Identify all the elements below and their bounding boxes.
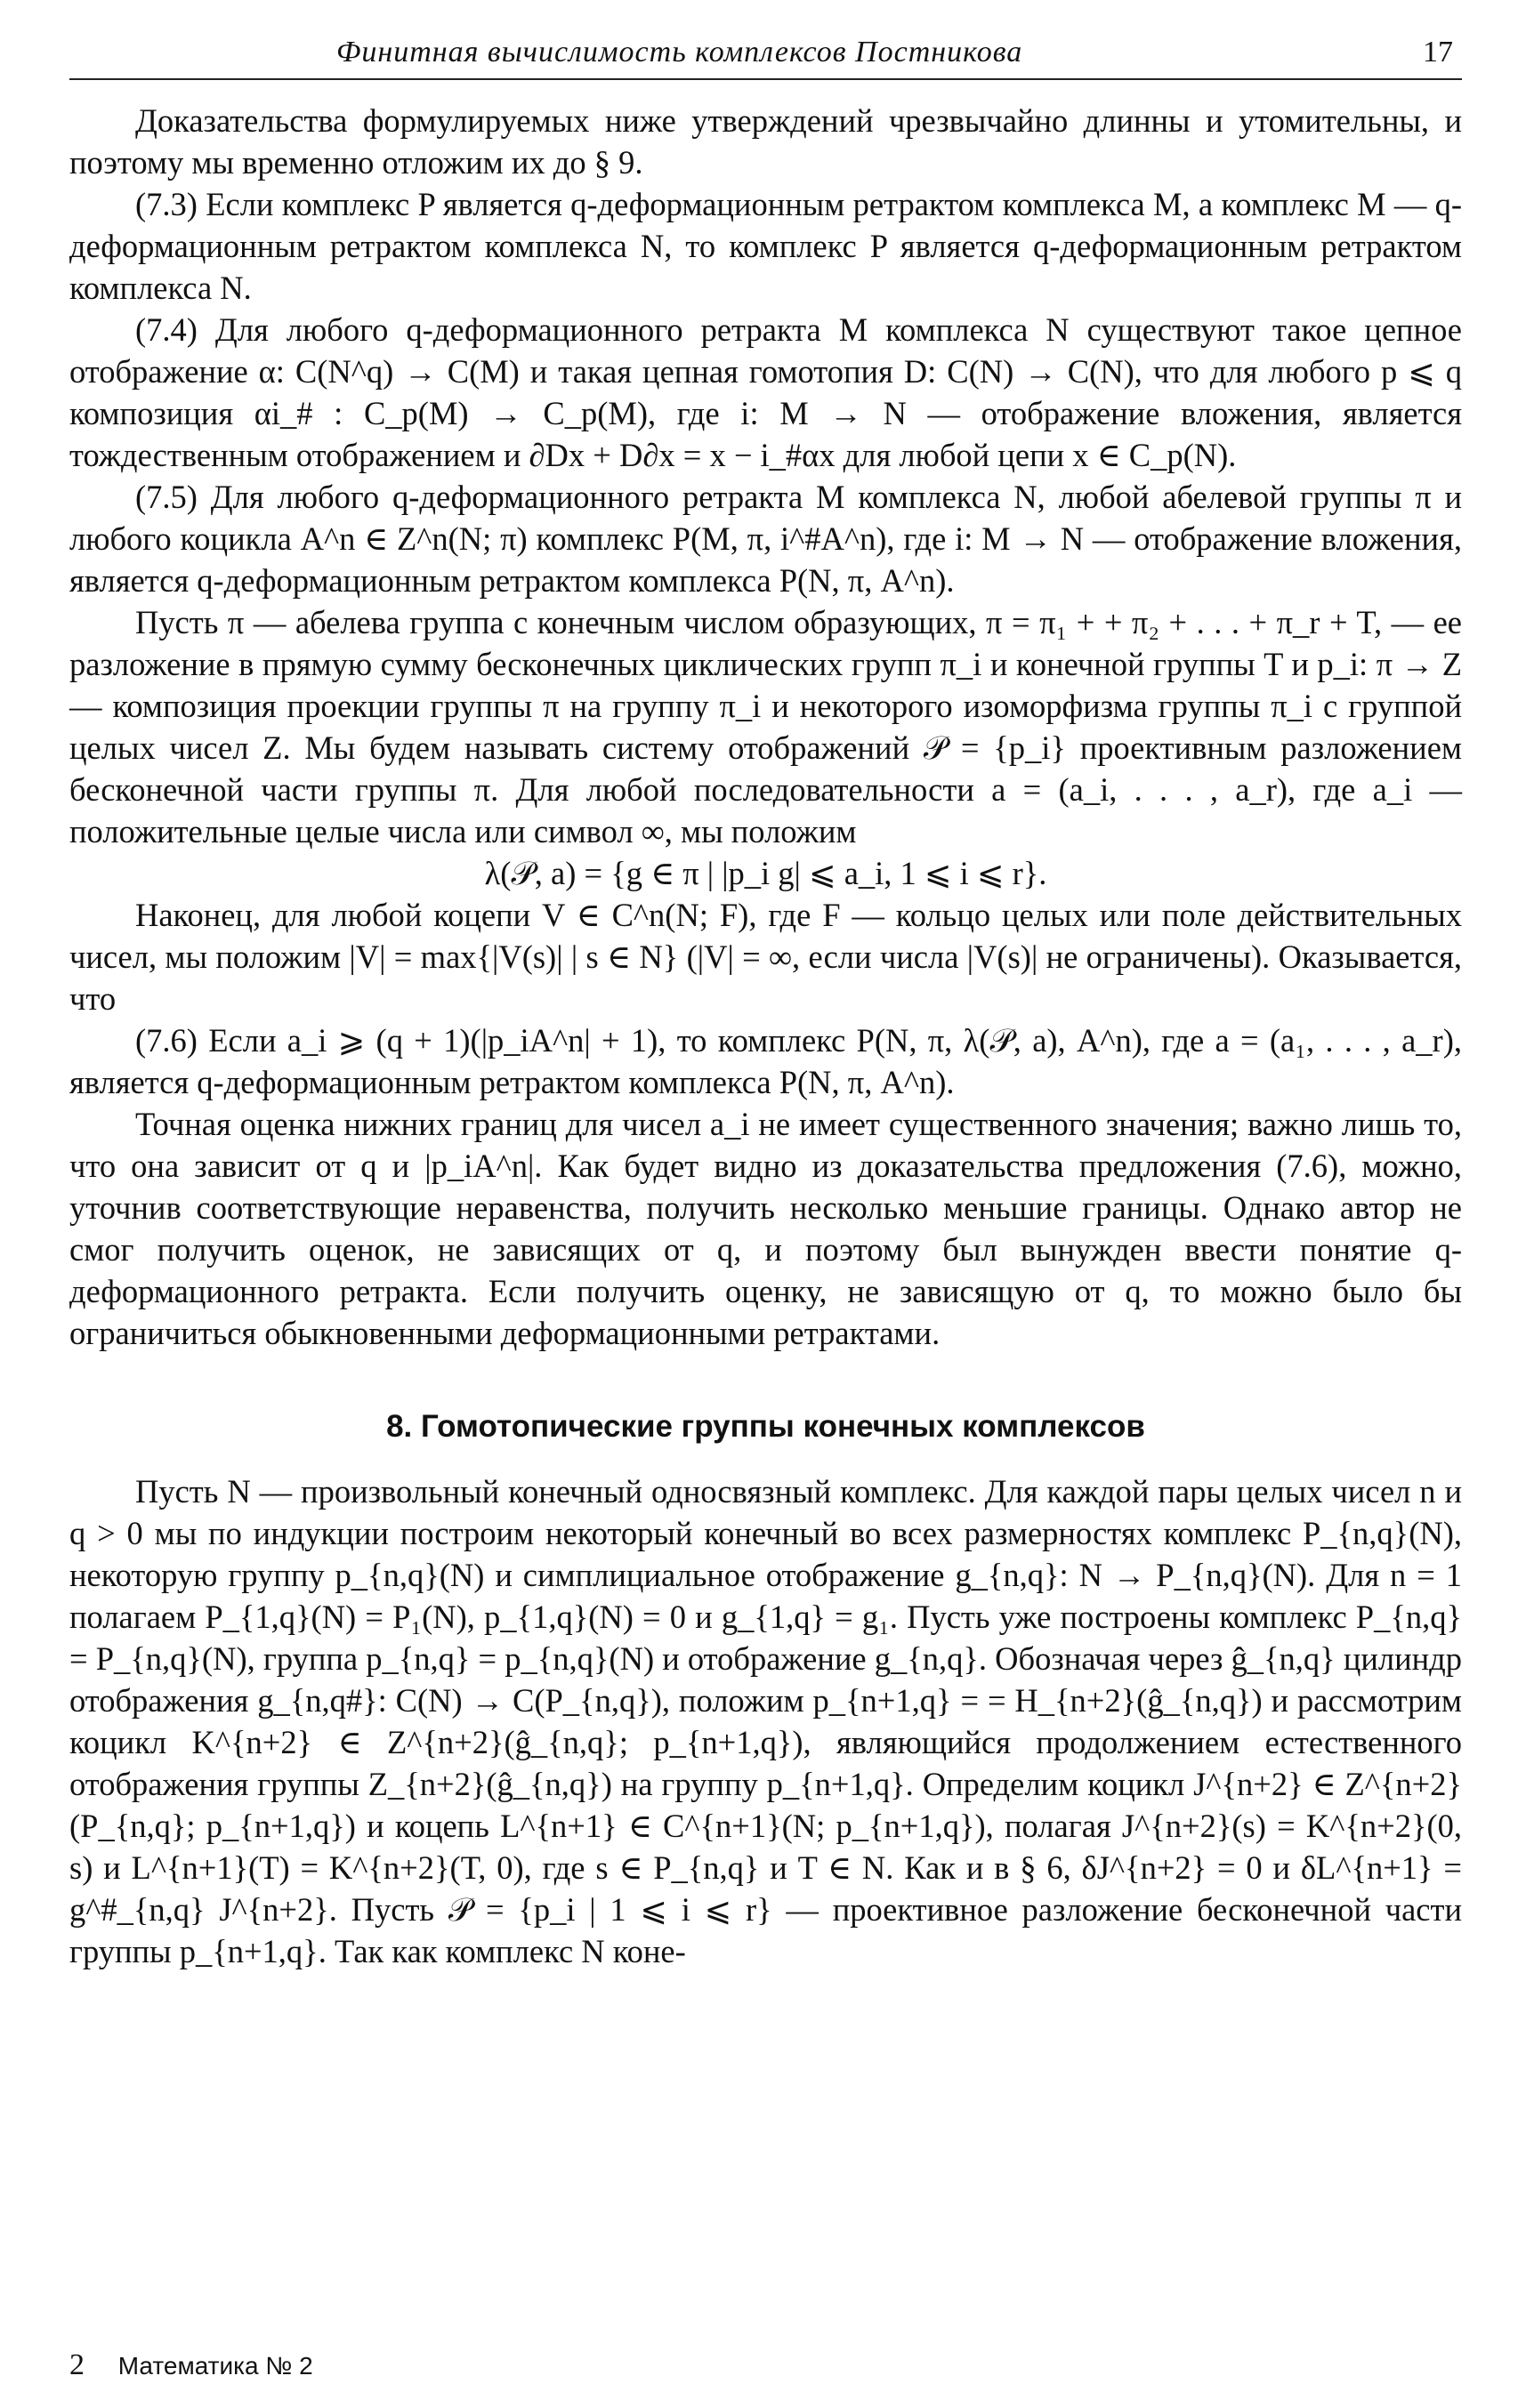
formula-lambda: λ(𝒫, a) = {g ∈ π | |p_i g| ⩽ a_i, 1 ⩽ i ⩽ r}. <box>484 855 1047 891</box>
paragraph-norm: Наконец, для любой коцепи V ∈ C^n(N; F), где F — кольцо целых или поле действительных чисел, мы положим |V| = max{|V(s)| | s ∈ N} (|V| = ∞, если числа |V(s)| не ограничены). Оказывается, что <box>69 897 1462 1017</box>
page <box>69 27 1462 1972</box>
paragraph-projective-decomposition: Пусть π — абелева группа с конечным числом образующих, π = π₁ + + π₂ + . . . + π_r + T, — ее разложение в прямую сумму бесконечных циклических групп π_i и конечной группы T и p_i: π → Z — композиция проекции группы π на группу π_i и некоторого изоморфизма группы π_i с группой целых чисел Z. Мы будем называть систему отображений 𝒫 = {p_i} проективным разложением бесконечной части группы π. Для любой последовательности a = (a_i, . . . , a_r), где a_i — положительные целые числа или символ ∞, мы положим <box>69 604 1462 850</box>
proposition-7-5: (7.5) Для любого q-деформационного ретракта M комплекса N, любой абелевой группы π и любого коцикла A^n ∈ Z^n(N; π) комплекс P(M, π, i^#A^n), где i: M → N — отображение вложения, является q-деформационным ретрактом комплекса P(N, π, A^n). <box>69 479 1462 599</box>
running-title: Финитная вычислимость комплексов Постникова <box>336 36 1023 68</box>
section-heading: 8. Гомотопические группы конечных комплексов <box>386 1409 1145 1444</box>
running-header <box>69 27 1462 80</box>
page-number: 17 <box>1423 36 1453 68</box>
proposition-7-3: (7.3) Если комплекс P является q-деформационным ретрактом комплекса M, а комплекс M — q-деформационным ретрактом комплекса N, то комплекс P является q-деформационным ретрактом комплекса N. <box>69 186 1462 306</box>
proposition-7-4: (7.4) Для любого q-деформационного ретракта M комплекса N существуют такое цепное отображение α: C(N^q) → C(M) и такая цепная гомотопия D: C(N) → C(N), что для любого p ⩽ q композиция αi_# : C_p(M) → C_p(M), где i: M → N — отображение вложения, является тождественным отображением и ∂Dx + D∂x = x − i_#αx для любой цепи x ∈ C_p(N). <box>69 311 1462 473</box>
proposition-7-6: (7.6) Если a_i ⩾ (q + 1)(|p_iA^n| + 1), то комплекс P(N, π, λ(𝒫, a), A^n), где a = (a₁, . . . , a_r), является q-деформационным ретрактом комплекса P(N, π, A^n). <box>69 1022 1462 1100</box>
journal-name: Математика № 2 <box>117 2352 313 2380</box>
page-footer <box>69 2348 313 2382</box>
paragraph-estimate: Точная оценка нижних границ для чисел a_i не имеет существенного значения; важно лишь то, что она зависит от q и |p_iA^n|. Как будет видно из доказательства предложения (7.6), можно, уточнив соответствующие неравенства, получить несколько меньшие границы. Однако автор не смог получить оценок, не зависящих от q, и поэтому был вынужден ввести понятие q-деформационного ретракта. Если получить оценку, не зависящую от q, то можно было бы ограничиться обыкновенными деформационными ретрактами. <box>69 1106 1462 1351</box>
paragraph-section-8: Пусть N — произвольный конечный односвязный комплекс. Для каждой пары целых чисел n и q > 0 мы по индукции построим некоторый конечный во всех размерностях комплекс P_{n,q}(N), некоторую группу p_{n,q}(N) и симплициальное отображение g_{n,q}: N → P_{n,q}(N). Для n = 1 полагаем P_{1,q}(N) = P₁(N), p_{1,q}(N) = 0 и g_{1,q} = g₁. Пусть уже построены комплекс P_{n,q} = P_{n,q}(N), группа p_{n,q} = p_{n,q}(N) и отображение g_{n,q}. Обозначая через ĝ_{n,q} цилиндр отображения g_{n,q#}: C(N) → C(P_{n,q}), положим p_{n+1,q} = = H_{n+2}(ĝ_{n,q}) и рассмотрим коцикл K^{n+2} ∈ Z^{n+2}(ĝ_{n,q}; p_{n+1,q}), являющийся продолжением естественного отображения группы Z_{n+2}(ĝ_{n,q}) на группу p_{n+1,q}. Определим коцикл J^{n+2} ∈ Z^{n+2}(P_{n,q}; p_{n+1,q}) и коцепь L^{n+1} ∈ C^{n+1}(N; p_{n+1,q}), полагая J^{n+2}(s) = K^{n+2}(0, s) и L^{n+1}(T) = K^{n+2}(T, 0), где s ∈ P_{n,q} и T ∈ N. Как и в § 6, δJ^{n+2} = 0 и δL^{n+1} = g^#_{n,q} J^{n+2}. Пусть 𝒫 = {p_i | 1 ⩽ i ⩽ r} — проективное разложение бесконечной части группы p_{n+1,q}. Так как комплекс N коне- <box>69 1473 1462 1969</box>
signature-mark: 2 <box>69 2348 85 2381</box>
body-text <box>69 100 1462 1972</box>
paragraph-intro: Доказательства формулируемых ниже утверждений чрезвычайно длинны и утомительны, и поэтому мы временно отложим их до § 9. <box>69 102 1462 181</box>
